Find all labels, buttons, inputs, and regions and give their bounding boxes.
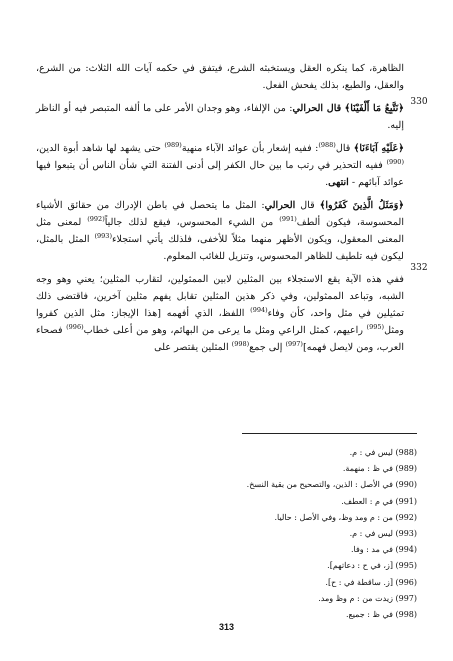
footnote	[87, 542, 417, 558]
footnote	[87, 461, 417, 477]
footnote-ref: (993)	[94, 231, 112, 240]
paragraph-text: لمعنى مثل المعنى المعقول، ويكون الأظهر منهما مثلاً للأخفى، فلذلك يأتي استجلاء	[36, 217, 404, 245]
verse-number: 330	[410, 97, 428, 107]
footnote-text: في م : العطف.	[341, 496, 393, 506]
footnote-ref: (989)	[164, 140, 182, 149]
footnote-number: (990)	[395, 480, 417, 490]
main-text	[36, 60, 404, 362]
footnote-text: زيدت من : م وظ ومد.	[318, 593, 393, 603]
paragraph-text: المثلين يقتصر على	[154, 342, 232, 353]
footnote	[87, 510, 417, 526]
paragraph-text: فصحاء العرب، ومن لايصل فهمه]	[36, 325, 404, 353]
footnote	[87, 494, 417, 510]
paragraph	[36, 100, 404, 134]
footnote-ref: (992)	[87, 214, 105, 223]
footnote-ref: (995)	[366, 322, 385, 331]
paragraph-text: من الشيء المحسوس، فيقع لذلك جالياً	[104, 217, 280, 228]
footnote	[87, 591, 417, 607]
quran-verse: ﴿عَلَيْهِ آبَاءَنَا﴾	[353, 143, 404, 154]
paragraph-text: اللفظ، الذي أفهمه [هذا الإيجاز: مثل الذين كفروا ومثل	[36, 308, 404, 336]
footnote-ref: (988)	[318, 140, 336, 149]
footnote-number: (997)	[395, 593, 417, 603]
footnote-number: (994)	[395, 545, 417, 555]
end-marker: انتهى	[328, 177, 349, 188]
footnote-ref: (991)	[279, 214, 297, 223]
verse-number: 332	[410, 263, 428, 273]
footnote-text: في الأصل : الذين، والتصحيح من بقية النسخ.	[246, 480, 393, 490]
page-number: 313	[218, 622, 235, 632]
footnote-ref: (996)	[66, 322, 84, 331]
footnote	[87, 575, 417, 591]
paragraph: الظاهرة، كما ينكره العقل ويستخبثه الشرع، فيتفق في حكمه آيات الله الثلاث: من الشرع، والعقل، والطبع، بذلك يفحش الفعل.	[36, 63, 404, 91]
footnotes	[87, 445, 417, 623]
footnote-text: [ز. ساقطة في : ح].	[325, 577, 393, 587]
footnote-ref: (990)	[386, 157, 404, 166]
paragraph-text: ففيه التحذير في رتب ما بين حال الكفر إلى أدنى الفتنة التي شأن الناس أن يتبعوا فيها عوائد آبائهم -	[36, 160, 404, 188]
paragraph-text: ففي هذه الآية يقع الاستجلاء بين المثلين لابين الممثولين، لتقارب المثلين؛ يعني وهو وجه الشبه، وتباعد الممثولين، وفي ذكر هذين المثلين تقابل يفهم مثلين آخرين، فاقتضى ذلك تمثيلين في مثل واحد، كأن وفاء	[36, 274, 405, 319]
footnote	[87, 558, 417, 574]
footnote-number: (991)	[395, 496, 417, 506]
paragraph-text: إلى جمع	[249, 342, 286, 353]
footnote-text: من : م ومد وظ، وفي الأصل : حاليا.	[274, 512, 393, 522]
paragraph	[36, 197, 404, 265]
paragraph	[36, 271, 404, 356]
paragraph-text: : ففيه إشعار بأن عوائد الآباء منهية	[181, 143, 319, 154]
paragraph-text: .	[325, 177, 329, 188]
footnote-text: ليس في : م.	[349, 448, 393, 457]
paragraph-text: قال	[295, 200, 320, 211]
footnote-text: في ظ : جميع.	[345, 610, 393, 620]
footnote-number: (995)	[395, 561, 417, 571]
footnote-number: (988)	[395, 448, 417, 457]
footnote-number: (989)	[395, 464, 417, 474]
paragraph	[36, 140, 404, 191]
footnote-text: في مد : وفا.	[350, 545, 393, 555]
speaker-name: قال الحرالي	[292, 103, 342, 114]
footnote	[87, 607, 417, 623]
footnote-text: [ز، في ح : دعاتهم].	[327, 561, 393, 571]
footnote	[87, 477, 417, 493]
footnote	[87, 445, 417, 461]
footnote-number: (992)	[395, 512, 417, 522]
footnote-ref: (998)	[231, 339, 250, 348]
quran-verse: ﴿وَمَثَلُ الَّذِينَ كَفَرُوا﴾	[319, 200, 404, 211]
paragraph-text: المثل بالمثل، ليكون فيه تلطيف للظاهر المحسوس، وتنزيل للغائب المعلوم.	[36, 234, 404, 262]
footnote-number: (998)	[395, 610, 417, 620]
footnote-text: ليس في : م.	[349, 529, 393, 539]
footnote-text: في ظ : منهمة.	[342, 464, 393, 474]
footnote-number: (996)	[395, 577, 417, 587]
paragraph-text: : من الإلفاء، وهو وجدان الأمر على ما ألفه المتبصر فيه أو الناظر إليه.	[36, 103, 404, 131]
footnote-ref: (994)	[250, 305, 268, 314]
speaker-name: الحرالي	[264, 200, 296, 211]
footnote-number: (993)	[395, 529, 417, 539]
footnote-divider	[242, 433, 417, 434]
paragraph-text: : المثل ما يتحصل في باطن الإدراك من حقائق الأشياء المحسوسة، فيكون ألطف	[36, 200, 404, 228]
paragraph-text: حتى يشهد لها شاهد أبوة الدين،	[36, 143, 165, 154]
paragraph-text: قال	[335, 143, 354, 154]
paragraph-text: راعيهم، كمثل الراعي ومثل ما يرعى من البهائم، وهو من أعلى خطاب	[83, 325, 367, 336]
footnote-ref: (997)	[285, 339, 303, 348]
footnote	[87, 526, 417, 542]
quran-verse: ﴿نَتَّبِعُ مَا أَلْفَيْنَا﴾	[344, 103, 404, 114]
